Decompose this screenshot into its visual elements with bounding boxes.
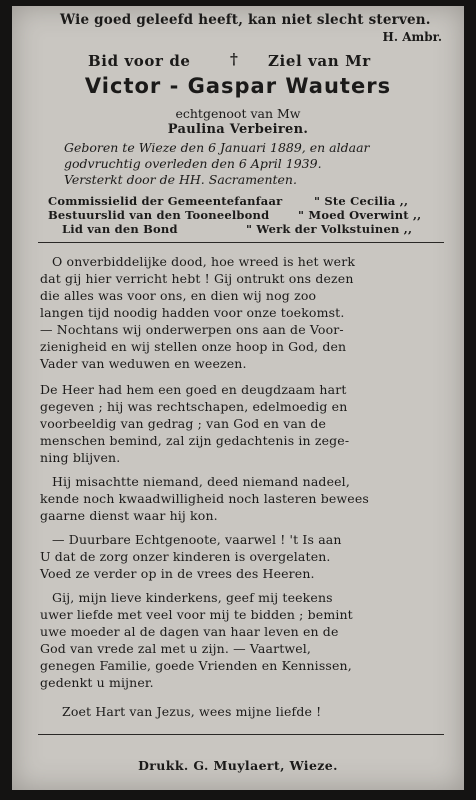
- text-line: ning blijven.: [40, 450, 121, 465]
- text-line: menschen bemind, zal zijn gedachtenis in zege-: [40, 433, 350, 448]
- cross-icon: †: [230, 50, 238, 68]
- text-line: Voed ze verder op in de vrees des Heeren.: [40, 566, 315, 581]
- spouse-name: Paulina Verbeiren.: [167, 122, 309, 137]
- text-line: Vader van weduwen en weezen.: [40, 356, 247, 371]
- prayer-request: Bid voor de: [88, 52, 191, 70]
- text-line: kende noch kwaadwilligheid noch lasteren bewees: [40, 491, 369, 506]
- spouse-intro: echtgenoot van Mw: [175, 106, 301, 121]
- text-line: dat gij hier verricht hebt ! Gij ontrukt ons dezen: [40, 271, 354, 286]
- text-line: O onverbiddelijke dood, hoe wreed is het werk: [52, 254, 356, 269]
- prayer-request-continued: Ziel van Mr: [268, 52, 371, 70]
- bio-death: godvruchtig overleden den 6 April 1939.: [64, 156, 322, 171]
- motto: Wie goed geleefd heeft, kan niet slecht sterven.: [60, 12, 431, 28]
- text-line: De Heer had hem een goed en deugdzaam hart: [40, 382, 347, 397]
- text-line: gegeven ; hij was rechtschapen, edelmoedig en: [40, 399, 348, 414]
- closing-prayer: Zoet Hart van Jezus, wees mijne liefde !: [62, 704, 322, 719]
- text-line: die alles was voor ons, en dien wij nog zoo: [40, 288, 317, 303]
- memorial-card: [12, 6, 464, 790]
- text-line: gaarne dienst waar hij kon.: [40, 508, 218, 523]
- bio-birth: Geboren te Wieze den 6 Januari 1889, en aldaar: [64, 140, 370, 155]
- text-line: zienigheid en wij stellen onze hoop in God, den: [40, 339, 347, 354]
- text-line: gedenkt u mijner.: [40, 675, 154, 690]
- text-line: voorbeeldig van gedrag ; van God en van de: [40, 416, 327, 431]
- text-line: uwer liefde met veel voor mij te bidden ; bemint: [40, 607, 353, 622]
- text-line: — Nochtans wij onderwerpen ons aan de Voor-: [40, 322, 344, 337]
- text-line: Gij, mijn lieve kinderkens, geef mij teekens: [52, 590, 333, 605]
- divider-bottom: [38, 734, 444, 735]
- text-line: Hij misachtte niemand, deed niemand nadeel,: [52, 474, 350, 489]
- role-value: " Moed Overwint ,,: [298, 208, 422, 222]
- role-value: " Ste Cecilia ,,: [314, 194, 409, 208]
- text-line: God van vrede zal met u zijn. — Vaartwel,: [40, 641, 312, 656]
- motto-author: H. Ambr.: [382, 30, 442, 44]
- printer-credit: Drukk. G. Muylaert, Wieze.: [138, 758, 338, 773]
- text-line: U dat de zorg onzer kinderen is overgelaten.: [40, 549, 331, 564]
- text-line: langen tijd noodig hadden voor onze toekomst.: [40, 305, 345, 320]
- text-line: — Duurbare Echtgenoote, vaarwel ! 't Is aan: [52, 532, 342, 547]
- deceased-name: Victor - Gaspar Wauters: [84, 74, 392, 98]
- bio-sacraments: Versterkt door de HH. Sacramenten.: [64, 172, 297, 187]
- text-line: uwe moeder al de dagen van haar leven en de: [40, 624, 339, 639]
- divider-top: [38, 242, 444, 243]
- role-value: " Werk der Volkstuinen ,,: [246, 222, 413, 236]
- role-label: Lid van den Bond: [62, 222, 178, 236]
- role-label: Commissielid der Gemeentefanfaar: [48, 194, 283, 208]
- text-line: genegen Familie, goede Vrienden en Kennissen,: [40, 658, 352, 673]
- role-label: Bestuurslid van den Tooneelbond: [48, 208, 270, 222]
